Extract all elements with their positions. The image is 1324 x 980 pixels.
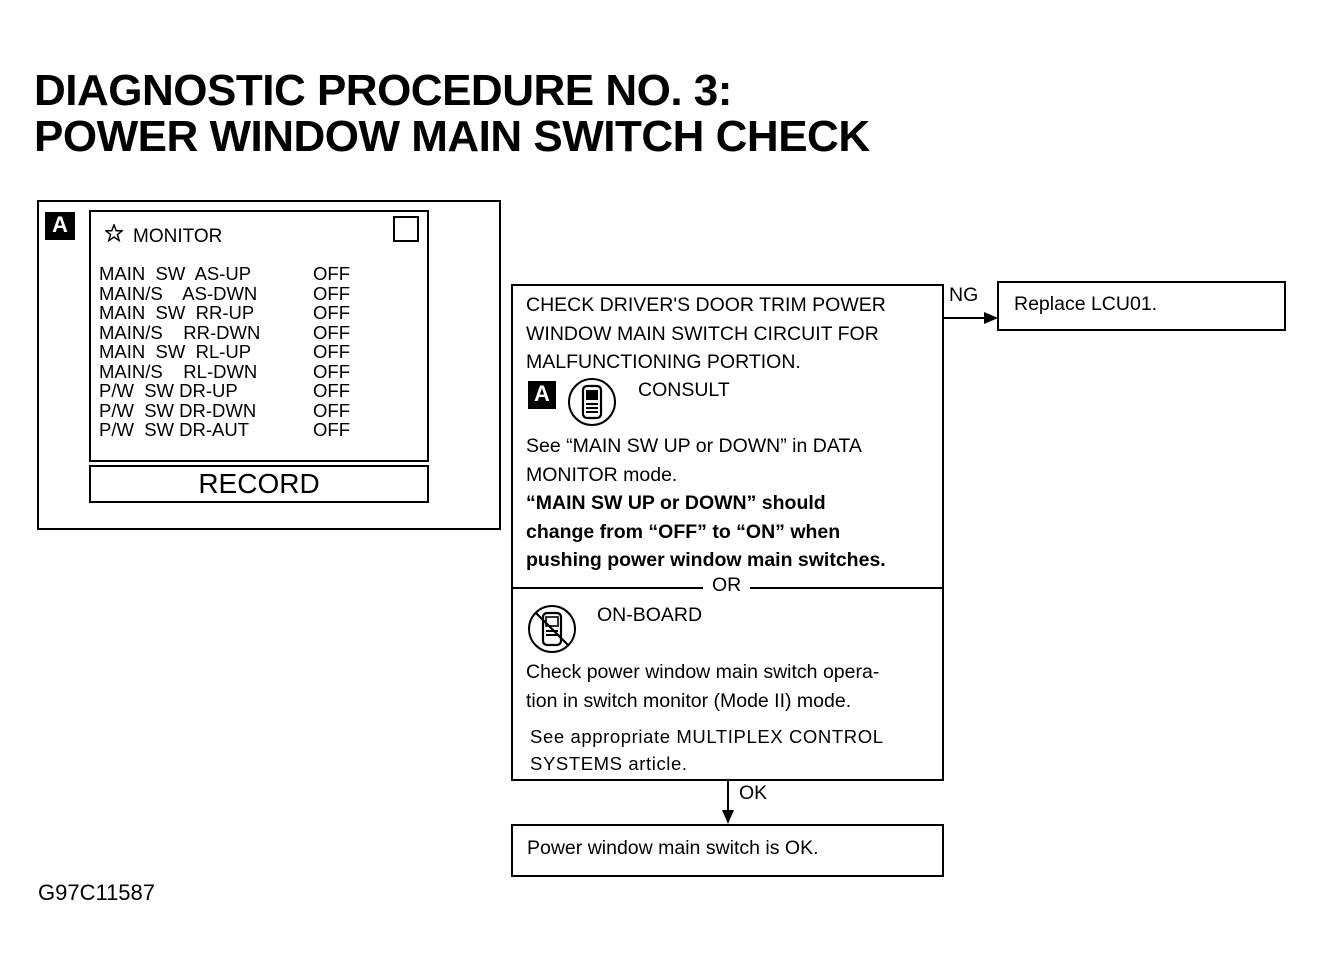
monitor-row-label: MAIN/S RL-DWN <box>99 360 258 382</box>
monitor-row-label: MAIN SW RL-UP <box>99 341 252 362</box>
consult-line: MONITOR mode. <box>526 463 678 486</box>
expected-line: change from “OFF” to “ON” when <box>526 520 841 543</box>
onboard-line: Check power window main switch opera- <box>526 661 880 683</box>
title-line-2: POWER WINDOW MAIN SWITCH CHECK <box>34 112 870 161</box>
monitor-row-value: OFF <box>313 263 350 284</box>
monitor-row-label: P/W SW DR-AUT <box>99 419 250 440</box>
monitor-header-label: MONITOR <box>133 226 223 247</box>
check-step-line: WINDOW MAIN SWITCH CIRCUIT FOR <box>526 322 879 345</box>
consult-label: CONSULT <box>638 379 730 401</box>
title-line-1: DIAGNOSTIC PROCEDURE NO. 3: <box>34 66 732 115</box>
monitor-row-value: OFF <box>313 399 350 421</box>
monitor-row-label: MAIN/S AS-DWN <box>99 282 258 304</box>
ok-arrow-head <box>722 810 734 824</box>
replace-step-text: Replace LCU01. <box>1014 293 1158 315</box>
onboard-line: tion in switch monitor (Mode II) mode. <box>526 689 852 712</box>
monitor-row-label: MAIN/S RR-DWN <box>99 321 261 343</box>
onboard-label: ON-BOARD <box>597 604 703 626</box>
ng-arrow-head <box>984 312 998 324</box>
consult-badge: A <box>528 381 556 409</box>
monitor-row-label: P/W SW DR-DWN <box>99 399 257 421</box>
or-label: OR <box>712 574 742 596</box>
monitor-badge: A <box>45 212 75 240</box>
ng-label: NG <box>949 284 979 306</box>
monitor-row-value: OFF <box>313 282 350 304</box>
monitor-row-value: OFF <box>313 419 350 440</box>
figure-id: G97C11587 <box>38 880 156 905</box>
monitor-row-value: OFF <box>313 302 350 323</box>
expected-line: “MAIN SW UP or DOWN” should <box>526 492 826 514</box>
reference-line: See appropriate MULTIPLEX CONTROL <box>530 726 884 747</box>
monitor-row-label: MAIN SW RR-UP <box>99 302 255 323</box>
record-button[interactable]: RECORD <box>89 465 429 503</box>
monitor-row-value: OFF <box>313 380 350 401</box>
check-step-line: MALFUNCTIONING PORTION. <box>526 351 801 373</box>
monitor-row-label: MAIN SW AS-UP <box>99 263 252 284</box>
consult-line: See “MAIN SW UP or DOWN” in DATA <box>526 435 862 457</box>
check-step-line: CHECK DRIVER'S DOOR TRIM POWER <box>526 294 886 316</box>
ok-step-text: Power window main switch is OK. <box>527 837 819 859</box>
reference-line: SYSTEMS article. <box>530 753 688 774</box>
monitor-row-value: OFF <box>313 360 350 382</box>
ok-label: OK <box>739 782 768 804</box>
monitor-row-label: P/W SW DR-UP <box>99 380 238 401</box>
monitor-row-value: OFF <box>313 341 350 362</box>
monitor-row-value: OFF <box>313 321 350 343</box>
expected-line: pushing power window main switches. <box>526 549 886 571</box>
